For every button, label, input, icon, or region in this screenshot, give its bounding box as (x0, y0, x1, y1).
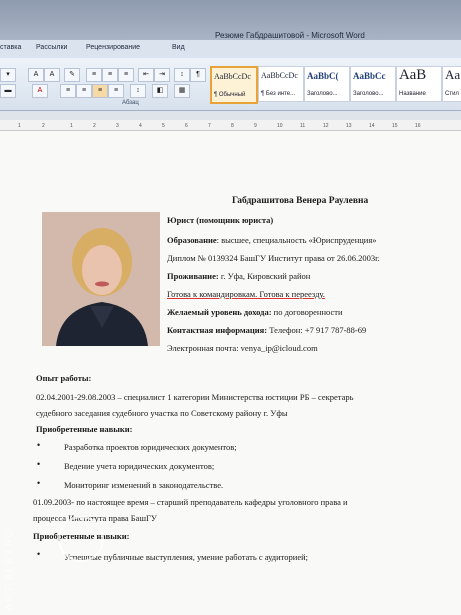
ruler-tick: 8 (231, 123, 234, 129)
ruler-tick: 6 (185, 123, 188, 129)
clear-format-icon[interactable]: ✎ (64, 68, 80, 82)
watermark-logo (58, 516, 104, 562)
decrease-indent-icon[interactable]: ⇤ (138, 68, 154, 82)
tab-review[interactable]: Рецензирование (86, 44, 141, 51)
bullet-icon: • (37, 459, 41, 469)
residence-line (167, 271, 310, 281)
window-title: Резюме Габдрашитовой - Microsoft Word (215, 31, 365, 40)
style-heading-2[interactable] (350, 66, 396, 102)
skill2-item: Успешные публичные выступления, умение работать с аудиторией; (64, 552, 309, 562)
ruler-tick: 1 (70, 123, 73, 129)
job2-line1: 01.09.2003- по настоящее время – старший преподаватель кафедры уголовного права и (33, 497, 348, 507)
style-name: Заголово... (353, 91, 384, 97)
numbering-icon[interactable]: ≡ (102, 68, 118, 82)
style-name: ¶ Без инте... (261, 91, 296, 97)
ruler-tick: 10 (277, 123, 283, 129)
shrink-font-icon[interactable]: A (44, 68, 60, 82)
skill-item: Мониторинг изменений в законодательстве. (64, 480, 224, 490)
font-color-icon[interactable]: A (32, 84, 48, 98)
skill-item: Ведение учета юридических документов; (64, 461, 215, 471)
style-title[interactable] (396, 66, 442, 102)
ruler-tick: 9 (254, 123, 257, 129)
style-sample: AaBbC( (307, 71, 339, 81)
ruler-tick: 12 (323, 123, 329, 129)
horizontal-ruler[interactable] (0, 120, 461, 131)
style-sample: AaBbCcDc (261, 71, 298, 80)
contact-value: Телефон: +7 917 787-88-69 (267, 325, 367, 335)
ruler-tick: 2 (93, 123, 96, 129)
contact-line (167, 325, 366, 335)
ruler-tick: 15 (392, 123, 398, 129)
title-bar (0, 0, 461, 40)
style-more[interactable] (442, 66, 461, 102)
style-name: Название (399, 91, 426, 97)
borders-icon[interactable]: ▦ (174, 84, 190, 98)
job1-line2: судебного заседания судебного участка по Советскому району г. Уфы (36, 408, 288, 418)
skill-item: Разработка проектов юридических документов; (64, 442, 237, 452)
increase-indent-icon[interactable]: ⇥ (154, 68, 170, 82)
ruler-tick: 14 (369, 123, 375, 129)
highlight-icon[interactable]: ▬ (0, 84, 16, 98)
sort-icon[interactable]: ↕ (174, 68, 190, 82)
residence-label: Проживание: (167, 271, 219, 281)
ruler-tick: 5 (162, 123, 165, 129)
tab-mailings[interactable]: Рассылки (36, 44, 68, 51)
tab-insert-partial[interactable]: ставка (0, 44, 22, 51)
ruler-tick: 7 (208, 123, 211, 129)
style-sample: AaBbCc (353, 71, 386, 81)
style-no-spacing[interactable] (258, 66, 304, 102)
income-line (167, 307, 343, 317)
tab-view[interactable]: Вид (172, 44, 185, 51)
justify-icon[interactable]: ≡ (108, 84, 124, 98)
style-normal[interactable] (210, 66, 258, 104)
bullet-icon: • (37, 549, 41, 559)
align-left-icon[interactable]: ≡ (60, 84, 76, 98)
profile-photo (42, 212, 160, 346)
email-line: Электронная почта: venya_ip@icloud.com (167, 343, 318, 353)
style-sample: АаВ (399, 67, 427, 83)
multilevel-icon[interactable]: ≡ (118, 68, 134, 82)
style-heading-1[interactable] (304, 66, 350, 102)
job2-line2: процесса Института права БашГУ (33, 513, 157, 523)
ruler-tick: 2 (42, 123, 45, 129)
candidate-name: Габдрашитова Венера Раулевна (232, 196, 369, 206)
grow-font-icon[interactable]: A (28, 68, 44, 82)
style-name: Стил (445, 91, 459, 97)
income-value: по договоренности (271, 307, 343, 317)
diploma-line: Диплом № 0139324 БашГУ Институт права от 26.06.2003г. (167, 253, 380, 263)
education-line (167, 235, 377, 245)
skills2-heading: Приобретенные навыки: (33, 531, 130, 541)
align-right-icon[interactable]: ≡ (92, 84, 108, 98)
style-name: ¶ Обычный (214, 92, 246, 98)
style-sample: AaBbCcDc (214, 72, 251, 81)
position-title: Юрист (помощник юриста) (167, 215, 274, 225)
font-size-dropdown[interactable]: ▾ (0, 68, 16, 82)
ribbon-tabs (0, 40, 461, 59)
ruler-tick: 1 (18, 123, 21, 129)
ruler-tick: 3 (116, 123, 119, 129)
bullet-icon: • (37, 440, 41, 450)
contact-label: Контактная информация: (167, 325, 268, 335)
ribbon (0, 58, 461, 111)
skills-heading: Приобретенные навыки: (36, 424, 133, 434)
travel-line: Готова к командировкам. Готова к переезду. (167, 289, 325, 299)
align-center-icon[interactable]: ≡ (76, 84, 92, 98)
job1-line1: 02.04.2001-29.08.2003 – специалист 1 категории Министерства юстиции РБ – секретарь (36, 392, 354, 402)
bullet-icon: • (37, 478, 41, 488)
education-label: Образование (167, 235, 217, 245)
experience-heading: Опыт работы: (36, 373, 92, 383)
style-name: Заголово... (307, 91, 338, 97)
education-value: : высшее, специальность «Юриспруденция» (216, 235, 377, 245)
ruler-tick: 11 (300, 123, 306, 129)
style-sample: Aa (445, 67, 461, 82)
line-spacing-icon[interactable]: ↕ (130, 84, 146, 98)
ruler-tick: 16 (415, 123, 421, 129)
paragraph-group-label: Абзац (122, 100, 139, 106)
watermark-text: ART ALEBRO (4, 527, 15, 610)
income-label: Желаемый уровень дохода: (167, 307, 272, 317)
shading-icon[interactable]: ◧ (152, 84, 168, 98)
ruler-tick: 13 (346, 123, 352, 129)
show-marks-icon[interactable]: ¶ (190, 68, 206, 82)
bullets-icon[interactable]: ≡ (86, 68, 102, 82)
residence-value: г. Уфа, Кировский район (218, 271, 311, 281)
ruler-tick: 4 (139, 123, 142, 129)
